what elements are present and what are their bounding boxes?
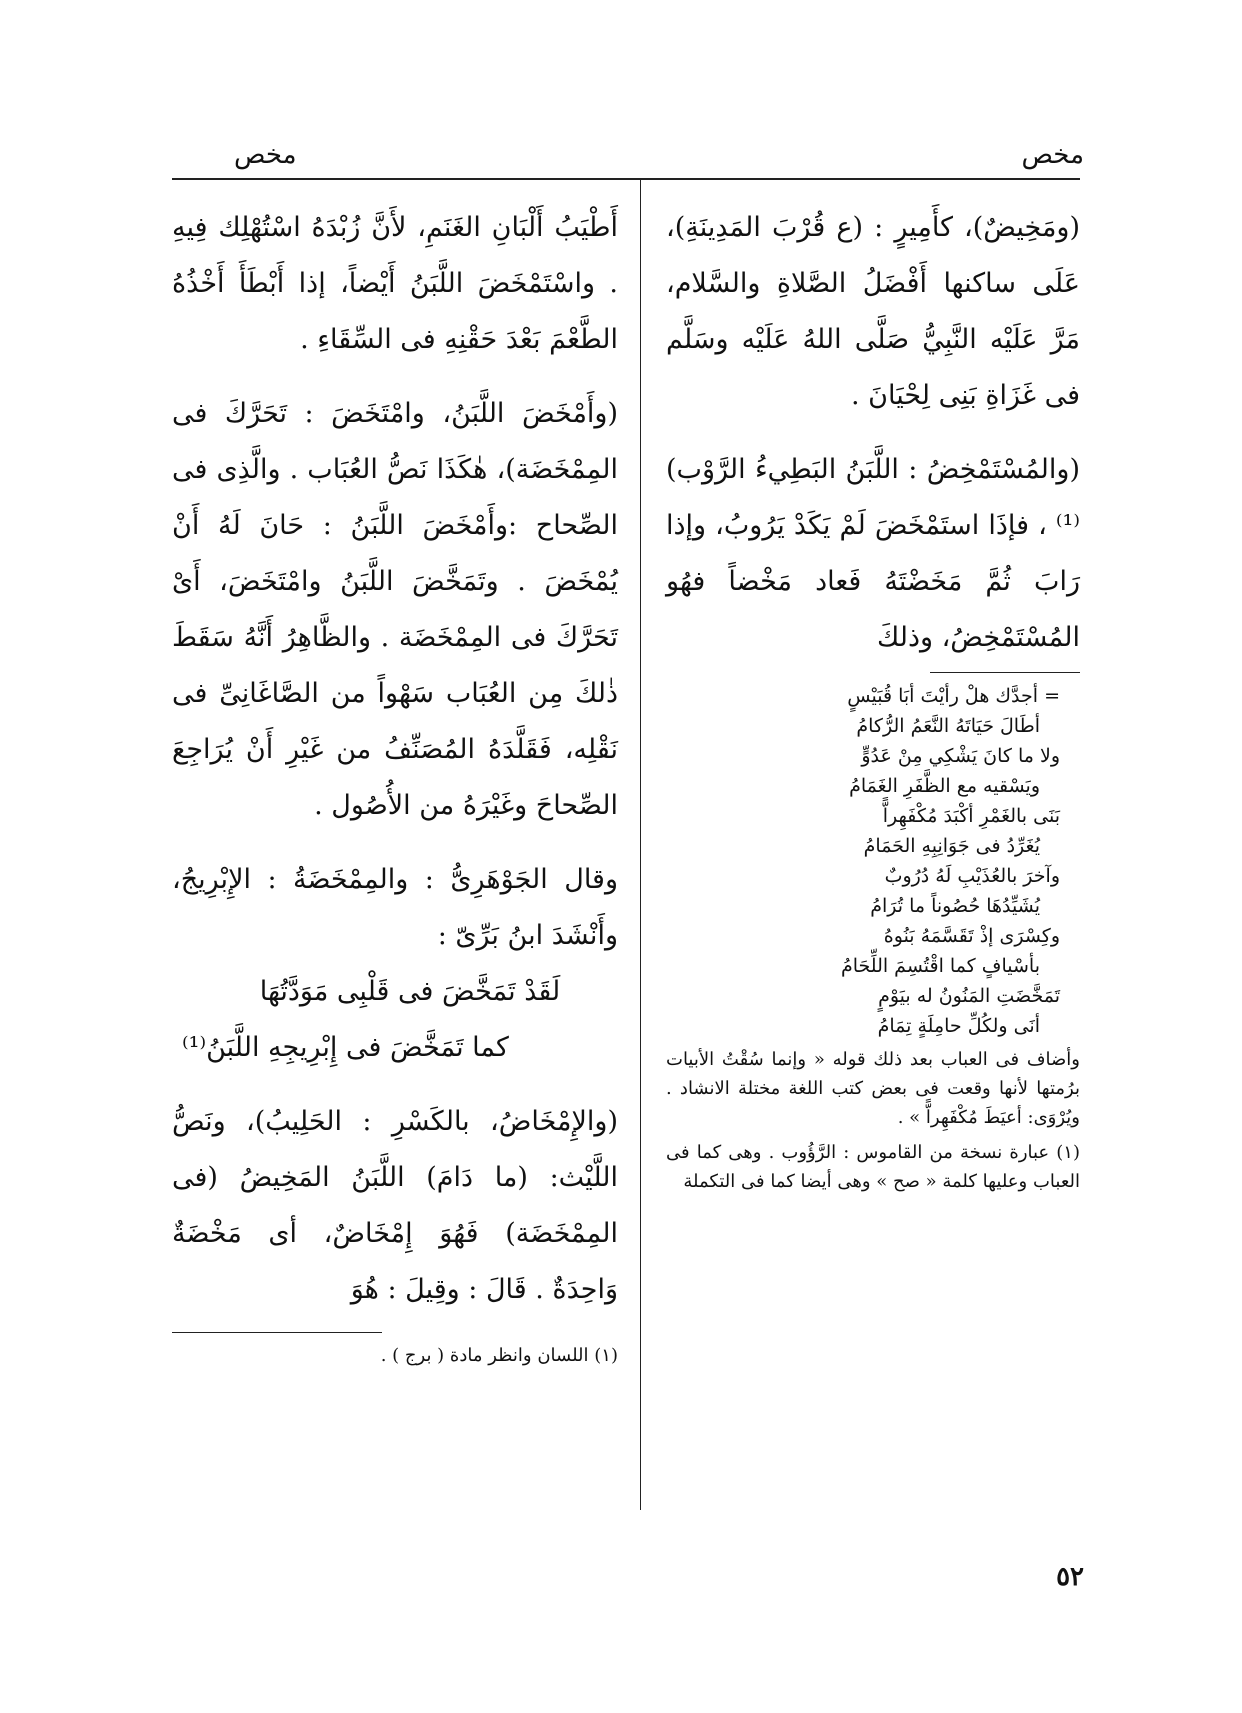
verse-line-2: كما تَمَخَّضَ فى إِبْرِيجِهِ اللَّبَنُ⁽¹⁾ bbox=[182, 1032, 509, 1063]
poem-line: بَنَى بالغَمْرِ أكْبَدَ مُكْفَهِراًّ bbox=[882, 805, 1060, 827]
poem-line: تَمَخَّضَتِ المَنُونُ له بيَوْمٍ bbox=[878, 985, 1060, 1007]
entry-makhid: (ومَخِيضٌ)، كأَمِيرٍ : (ع قُرْبَ المَدِينَةِ)، عَلَى ساكنها أَفْضَلُ الصَّلاةِ والسَّلام، مَرَّ عَلَيْه النَّبِيُّ صَلَّى اللهُ عَلَيْه وسَلَّم فى غَزَاةِ بَنِى لِحْيَانَ . bbox=[666, 212, 1080, 411]
footnote-1: (١) عبارة نسخة من القاموس : الرَّؤُوب . وهى كما فى العباب وعليها كلمة « صح » وهى أيضا كما فى التكملة bbox=[666, 1142, 1080, 1192]
poem-line: يُشَيِّدُهَا حُصُوناً ما تُرَامُ bbox=[870, 895, 1040, 917]
poem-line: بأسْيافٍ كما اقْتُسِمَ اللِّحَامُ bbox=[840, 955, 1040, 977]
column-divider bbox=[640, 180, 641, 1510]
footnote-rule bbox=[930, 672, 1080, 673]
footnote-poem bbox=[666, 681, 1080, 1041]
verse-line-1: لَقَدْ تَمَخَّضَ فى قَلْبِى مَوَدَّتُهَا bbox=[259, 976, 561, 1007]
footnote-continuation: وأضاف فى العباب بعد ذلك قوله « وإنما سُقْتُ الأبيات برُمتها لأنها وقعت فى بعض كتب اللغة مختلة الانشاد . ويُرْوَى: أعيَطَ مُكْفَهِراًّ » . bbox=[666, 1049, 1080, 1128]
running-head-right: مخص bbox=[1021, 140, 1084, 170]
entry-mustamkhid: (والمُسْتَمْخِضُ : اللَّبَنُ البَطِيءُ الرَّوْب)⁽¹⁾ ، فإذَا استَمْخَضَ لَمْ يَكَدْ يَرُوبُ، وإذا رَابَ ثُمَّ مَخَضْتَهُ فَعاد مَخْضاً فهُو المُسْتَمْخِضُ، وذلكَ bbox=[666, 454, 1080, 653]
page-number: ٥٢ bbox=[1056, 1562, 1084, 1592]
right-column bbox=[666, 200, 1080, 1196]
left-column bbox=[172, 200, 618, 1370]
footnote-rule bbox=[172, 1332, 382, 1333]
footnote-1: (١) اللسان وانظر مادة ( برج ) . bbox=[380, 1345, 618, 1366]
poem-line: ولا ما كانَ يَشْكِي مِنْ عَدُوٍّ bbox=[861, 745, 1060, 767]
running-head-left: مخص bbox=[234, 140, 297, 170]
header-rule bbox=[172, 178, 1080, 180]
entry-jawhari-quote: وقال الجَوْهَرِىُّ : والمِمْخَضَةُ : الإِبْرِيجُ، وأَنْشَدَ ابنُ بَرِّىّ : bbox=[172, 864, 618, 951]
poem-line: أطَالَ حَيَاتَهُ النَّعَمُ الرُّكامُ bbox=[856, 715, 1040, 737]
poem-line: أنَى ولكُلِّ حامِلَةٍ تِمَامُ bbox=[877, 1015, 1040, 1037]
poem-line: يُغَرِّدُ فى جَوَانِبِهِ الحَمَامُ bbox=[863, 835, 1040, 857]
entry-continuation: أَطْيَبُ أَلْبَانِ الغَنَمِ، لأَنَّ زُبْدَهُ اسْتُهْلِك فِيهِ . واسْتَمْخَضَ اللَّبَنُ أَيْضاً، إذا أَبْطَأَ أَخْذُهُ الطَّعْمَ بَعْدَ حَقْنِهِ فى السِّقَاءِ . bbox=[172, 212, 618, 355]
poem-line: = أجدَّك هلْ رأيْتَ أبَا قُبَيْسٍ bbox=[847, 685, 1060, 707]
entry-imkhad: (والإِمْخَاضُ، بالكَسْرِ : الحَلِيبُ)، ونَصُّ اللَّيْث: (ما دَامَ) اللَّبَنُ المَخِيضُ (فى المِمْخَضَة) فَهُوَ إِمْخَاضٌ، أى مَخْضَةٌ وَاحِدَةٌ . قَالَ : وقِيلَ : هُوَ bbox=[172, 1106, 618, 1305]
poem-line: وكِسْرَى إذْ تَقَسَّمَهُ بَنُوهُ bbox=[883, 925, 1060, 947]
poem-line: وآخرَ بالعُذَيْبِ لَهُ دُرُوبٌ bbox=[884, 865, 1060, 887]
entry-amkhada: (وأَمْخَضَ اللَّبَنُ، وامْتَخَضَ : تَحَرَّكَ فى المِمْخَضَة)، هٰكَذَا نَصُّ العُبَاب . والَّذِى فى الصِّحاح :وأَمْخَضَ اللَّبَنُ : حَانَ لَهُ أَنْ يُمْخَضَ . وتَمَخَّضَ اللَّبَنُ وامْتَخَضَ، أَىْ تَحَرَّكَ فى المِمْخَضَة . والظَّاهِرُ أَنَّهُ سَقَطَ ذٰلكَ مِن العُبَاب سَهْواً من الصَّاغَانِىِّ فى نَقْلِه، فَقَلَّدَهُ المُصَنِّفُ من غَيْرِ أَنْ يُرَاجِعَ الصِّحاحَ وغَيْرَهُ من الأُصُول . bbox=[172, 398, 618, 821]
poem-line: ويَسْقيه مع الظَّفَرِ الغَمَامُ bbox=[849, 775, 1040, 797]
